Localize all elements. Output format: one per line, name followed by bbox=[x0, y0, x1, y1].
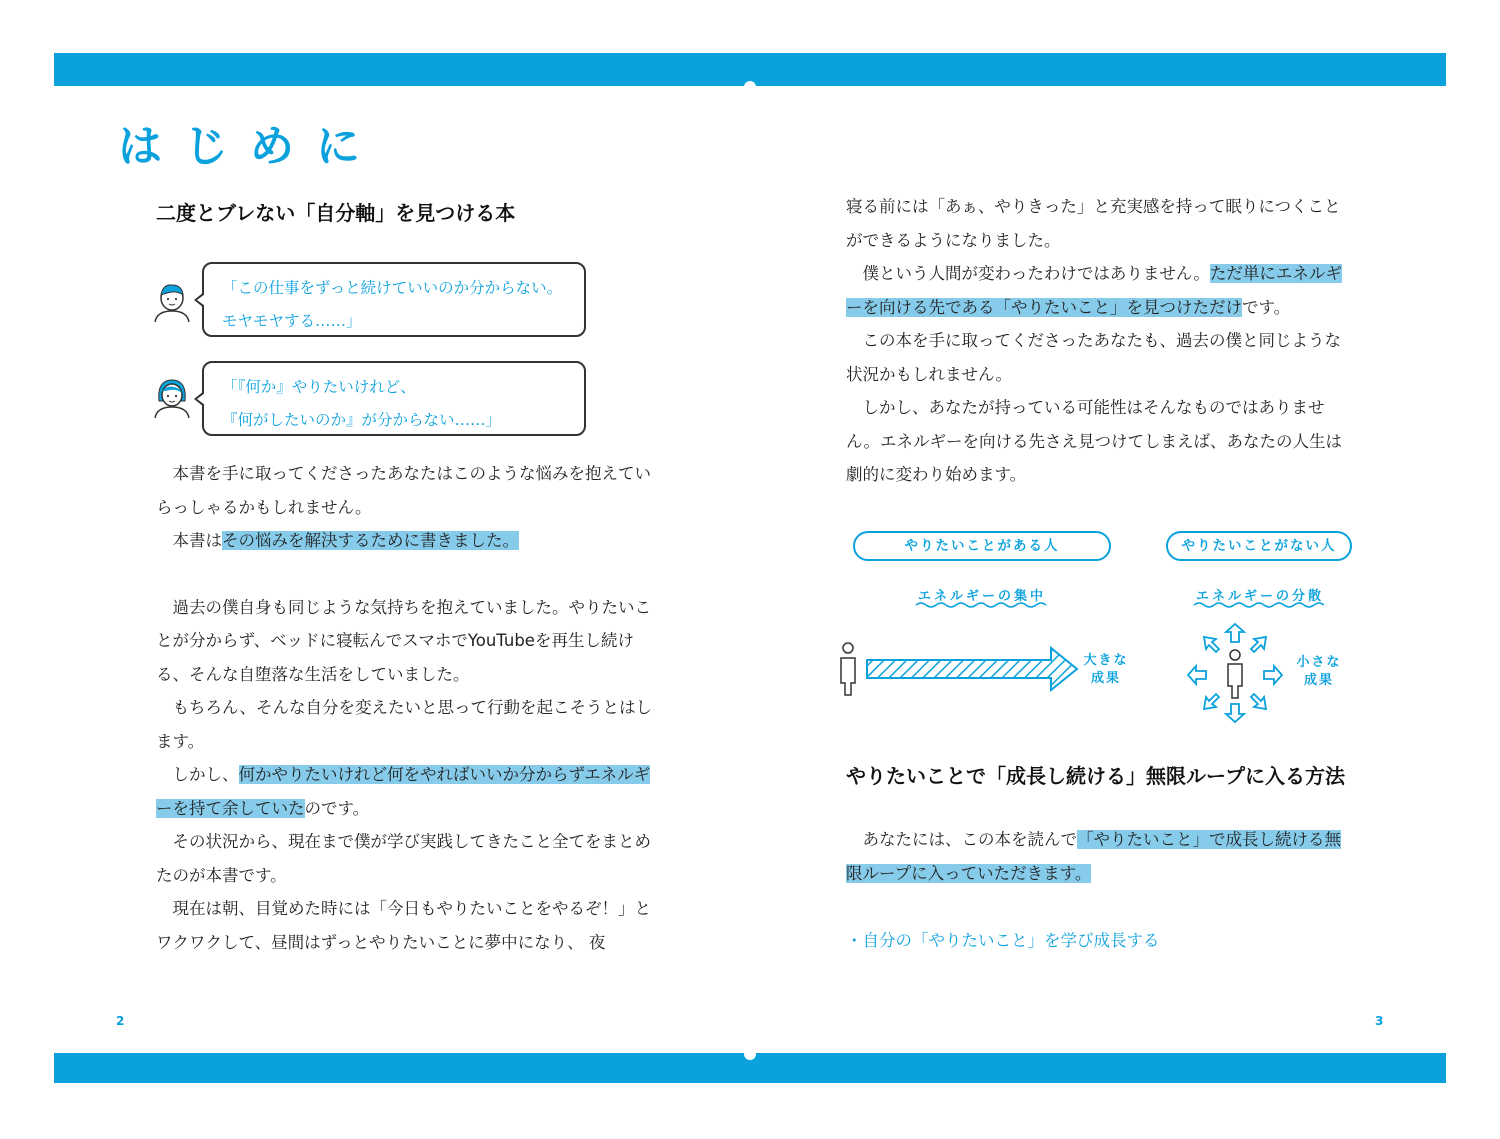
right-paragraph-2-highlight: ただ単にエネルギーを向ける先である「やりたいこと」を見つけただけ bbox=[846, 264, 1342, 317]
arrow-down-left bbox=[1204, 694, 1219, 709]
left-paragraph-5-highlight: 何かやりたいけれど何をやればいいか分からずエネルギーを持て余していた bbox=[156, 765, 651, 818]
right-paragraph-5-highlight: 「やりたいこと」で成長し続ける無限ループに入っていただきます。 bbox=[846, 830, 1341, 883]
left-paragraph-2-highlight: その悩みを解決するために書きました。 bbox=[222, 531, 519, 550]
arrow-left bbox=[1188, 666, 1206, 684]
big-result-line-1: 大きな bbox=[1083, 653, 1129, 668]
spread-wave-underline bbox=[1194, 603, 1324, 607]
top-center-notch bbox=[744, 81, 756, 93]
right-body-text bbox=[846, 190, 1346, 492]
bubble-2-line-1: 「『何か』やりたいけれど、 bbox=[222, 378, 416, 396]
page-title: はじめに bbox=[118, 121, 382, 172]
right-paragraph-2 bbox=[846, 257, 1346, 324]
left-paragraph-5-text: しかし、 bbox=[172, 765, 239, 784]
arrow-up-right bbox=[1251, 637, 1266, 652]
bubble-1-line-2: モヤモヤする……」 bbox=[222, 312, 362, 330]
big-arrow bbox=[867, 648, 1077, 690]
energy-focus-label: エネルギーの集中 bbox=[917, 589, 1046, 604]
left-paragraph-7: 現在は朝、目覚めた時には「今日もやりたいことをやるぞ！」とワクワクして、昼間はずっとやりたいことに夢中になり、 夜 bbox=[156, 899, 651, 952]
right-paragraph-2-text: 僕という人間が変わったわけではありません。 bbox=[862, 264, 1210, 283]
small-result-label bbox=[1292, 654, 1346, 690]
arrow-down-right bbox=[1251, 694, 1266, 709]
arrow-up-left bbox=[1204, 637, 1219, 652]
right-body-text-2 bbox=[846, 823, 1346, 890]
right-paragraph-4: しかし、あなたが持っている可能性はそんなものではありません。エネルギーを向ける先さえ見つけてしまえば、あなたの人生は劇的に変わり始めます。 bbox=[846, 398, 1342, 484]
focus-wave-underline bbox=[916, 603, 1046, 607]
bullet-point: ・自分の「やりたいこと」を学び成長する bbox=[846, 931, 1160, 950]
right-paragraph-3: この本を手に取ってくださったあなたも、過去の僕と同じような状況かもしれません。 bbox=[846, 331, 1341, 384]
big-result-line-2: 成果 bbox=[1090, 671, 1121, 686]
pill-has-wants: やりたいことがある人 bbox=[853, 531, 1111, 561]
bubble-1-line-1: 「この仕事をずっと続けていいのか分からない。 bbox=[222, 279, 563, 297]
left-paragraph-3: 過去の僕自身も同じような気持ちを抱えていました。やりたいことが分からず、ベッドに寝転んでスマホでYouTubeを再生し続ける、そんな自堕落な生活をしていました。 bbox=[156, 597, 651, 684]
left-paragraph-5-end: のです。 bbox=[304, 798, 370, 818]
page-number-right: 3 bbox=[1375, 1014, 1384, 1028]
small-result-line-1: 小さな bbox=[1296, 655, 1342, 670]
right-paragraph-5 bbox=[846, 823, 1346, 890]
right-paragraph-5-text: あなたには、この本を読んで bbox=[862, 830, 1077, 849]
left-paragraph-1: 本書を手に取ってくださったあなたはこのような悩みを抱えていらっしゃるかもしれません。 bbox=[156, 464, 651, 517]
woman-face-icon bbox=[152, 377, 192, 419]
left-paragraph-4: もちろん、そんな自分を変えたいと思って行動を起こそうとはします。 bbox=[156, 698, 652, 751]
bottom-center-notch bbox=[744, 1048, 756, 1060]
scatter-arrows bbox=[1188, 624, 1282, 722]
speech-bubble-2 bbox=[202, 361, 586, 436]
page-number-left: 2 bbox=[116, 1014, 125, 1028]
big-result-label bbox=[1082, 652, 1130, 688]
arrow-right bbox=[1264, 666, 1282, 684]
right-paragraph-1: 寝る前には「あぁ、やりきった」と充実感を持って眠りにつくことができるようになりました。 bbox=[846, 197, 1341, 250]
right-section-heading: やりたいことで「成長し続ける」無限ループに入る方法 bbox=[846, 764, 1345, 788]
left-paragraph-5 bbox=[156, 758, 656, 825]
left-paragraph-2-text: 本書は bbox=[172, 531, 222, 550]
arrow-down bbox=[1226, 704, 1244, 722]
left-body-text bbox=[156, 457, 656, 959]
left-paragraph-6: その状況から、現在まで僕が学び実践してきたこと全てをまとめたのが本書です。 bbox=[156, 832, 651, 885]
pill-no-wants: やりたいことがない人 bbox=[1166, 531, 1352, 561]
small-result-line-2: 成果 bbox=[1303, 673, 1334, 688]
left-section-heading: 二度とブレない「自分軸」を見つける本 bbox=[156, 201, 516, 225]
man-face-icon bbox=[153, 281, 191, 323]
right-paragraph-2-end: です。 bbox=[1242, 297, 1291, 317]
energy-spread-label: エネルギーの分散 bbox=[1195, 589, 1324, 604]
bubble-2-line-2: 『何がしたいのか』が分からない……」 bbox=[222, 411, 502, 429]
person-icon-left bbox=[841, 643, 855, 695]
left-paragraph-2 bbox=[156, 524, 656, 558]
arrow-up bbox=[1226, 624, 1244, 642]
person-icon-right bbox=[1228, 650, 1242, 698]
speech-bubble-1 bbox=[202, 262, 586, 337]
